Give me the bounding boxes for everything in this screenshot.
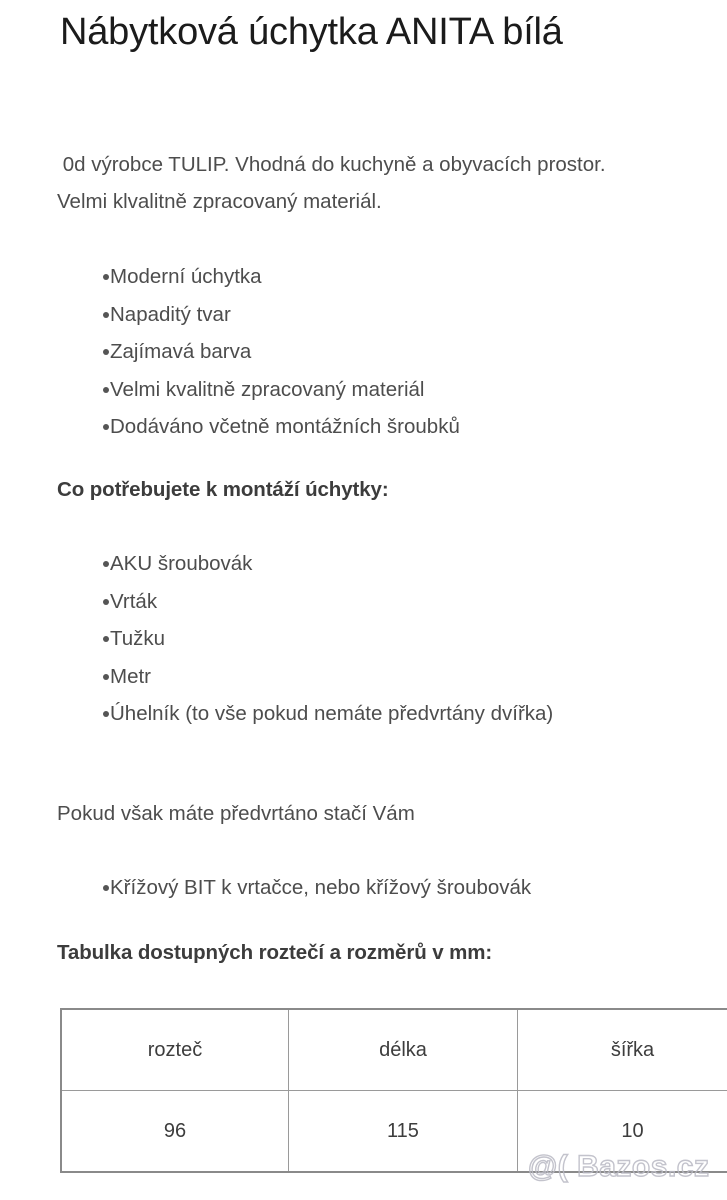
table-header-row bbox=[61, 1009, 727, 1091]
list-item: Dodáváno včetně montážních šroubků bbox=[62, 408, 662, 446]
tools-list bbox=[62, 545, 642, 733]
list-item: Úhelník (to vše pokud nemáte předvrtány dvířka) bbox=[62, 695, 642, 733]
alternative-tools-list bbox=[62, 869, 682, 907]
dimensions-table bbox=[60, 1008, 727, 1173]
list-item: Tužku bbox=[62, 620, 642, 658]
dimensions-table-container bbox=[60, 1008, 727, 1173]
page-title: Nábytková úchytka ANITA bílá bbox=[60, 11, 563, 53]
table-cell: 96 bbox=[61, 1091, 289, 1173]
list-item: AKU šroubovák bbox=[62, 545, 642, 583]
dimensions-table-heading: Tabulka dostupných roztečí a rozměrů v mm: bbox=[57, 941, 493, 964]
table-column-header: délka bbox=[289, 1009, 518, 1091]
feature-list bbox=[62, 258, 662, 446]
bazos-watermark: @( Bazos.cz bbox=[528, 1150, 710, 1183]
list-item: Křížový BIT k vrtačce, nebo křížový šroubovák bbox=[62, 869, 682, 907]
product-intro-paragraph: 0d výrobce TULIP. Vhodná do kuchyně a obyvacích prostor. Velmi klvalitně zpracovaný materiál. bbox=[57, 153, 612, 213]
predrilled-note: Pokud však máte předvrtáno stačí Vám bbox=[57, 802, 415, 825]
list-item: Napaditý tvar bbox=[62, 296, 662, 334]
list-item: Moderní úchytka bbox=[62, 258, 662, 296]
list-item: Metr bbox=[62, 658, 642, 696]
table-cell: 115 bbox=[289, 1091, 518, 1173]
table-column-header: rozteč bbox=[61, 1009, 289, 1091]
table-column-header: šířka bbox=[518, 1009, 727, 1091]
list-item: Zajímavá barva bbox=[62, 333, 662, 371]
list-item: Velmi kvalitně zpracovaný materiál bbox=[62, 371, 662, 409]
list-item: Vrták bbox=[62, 583, 642, 621]
tools-heading: Co potřebujete k montáží úchytky: bbox=[57, 478, 389, 501]
table-cell: 10 bbox=[518, 1091, 727, 1173]
